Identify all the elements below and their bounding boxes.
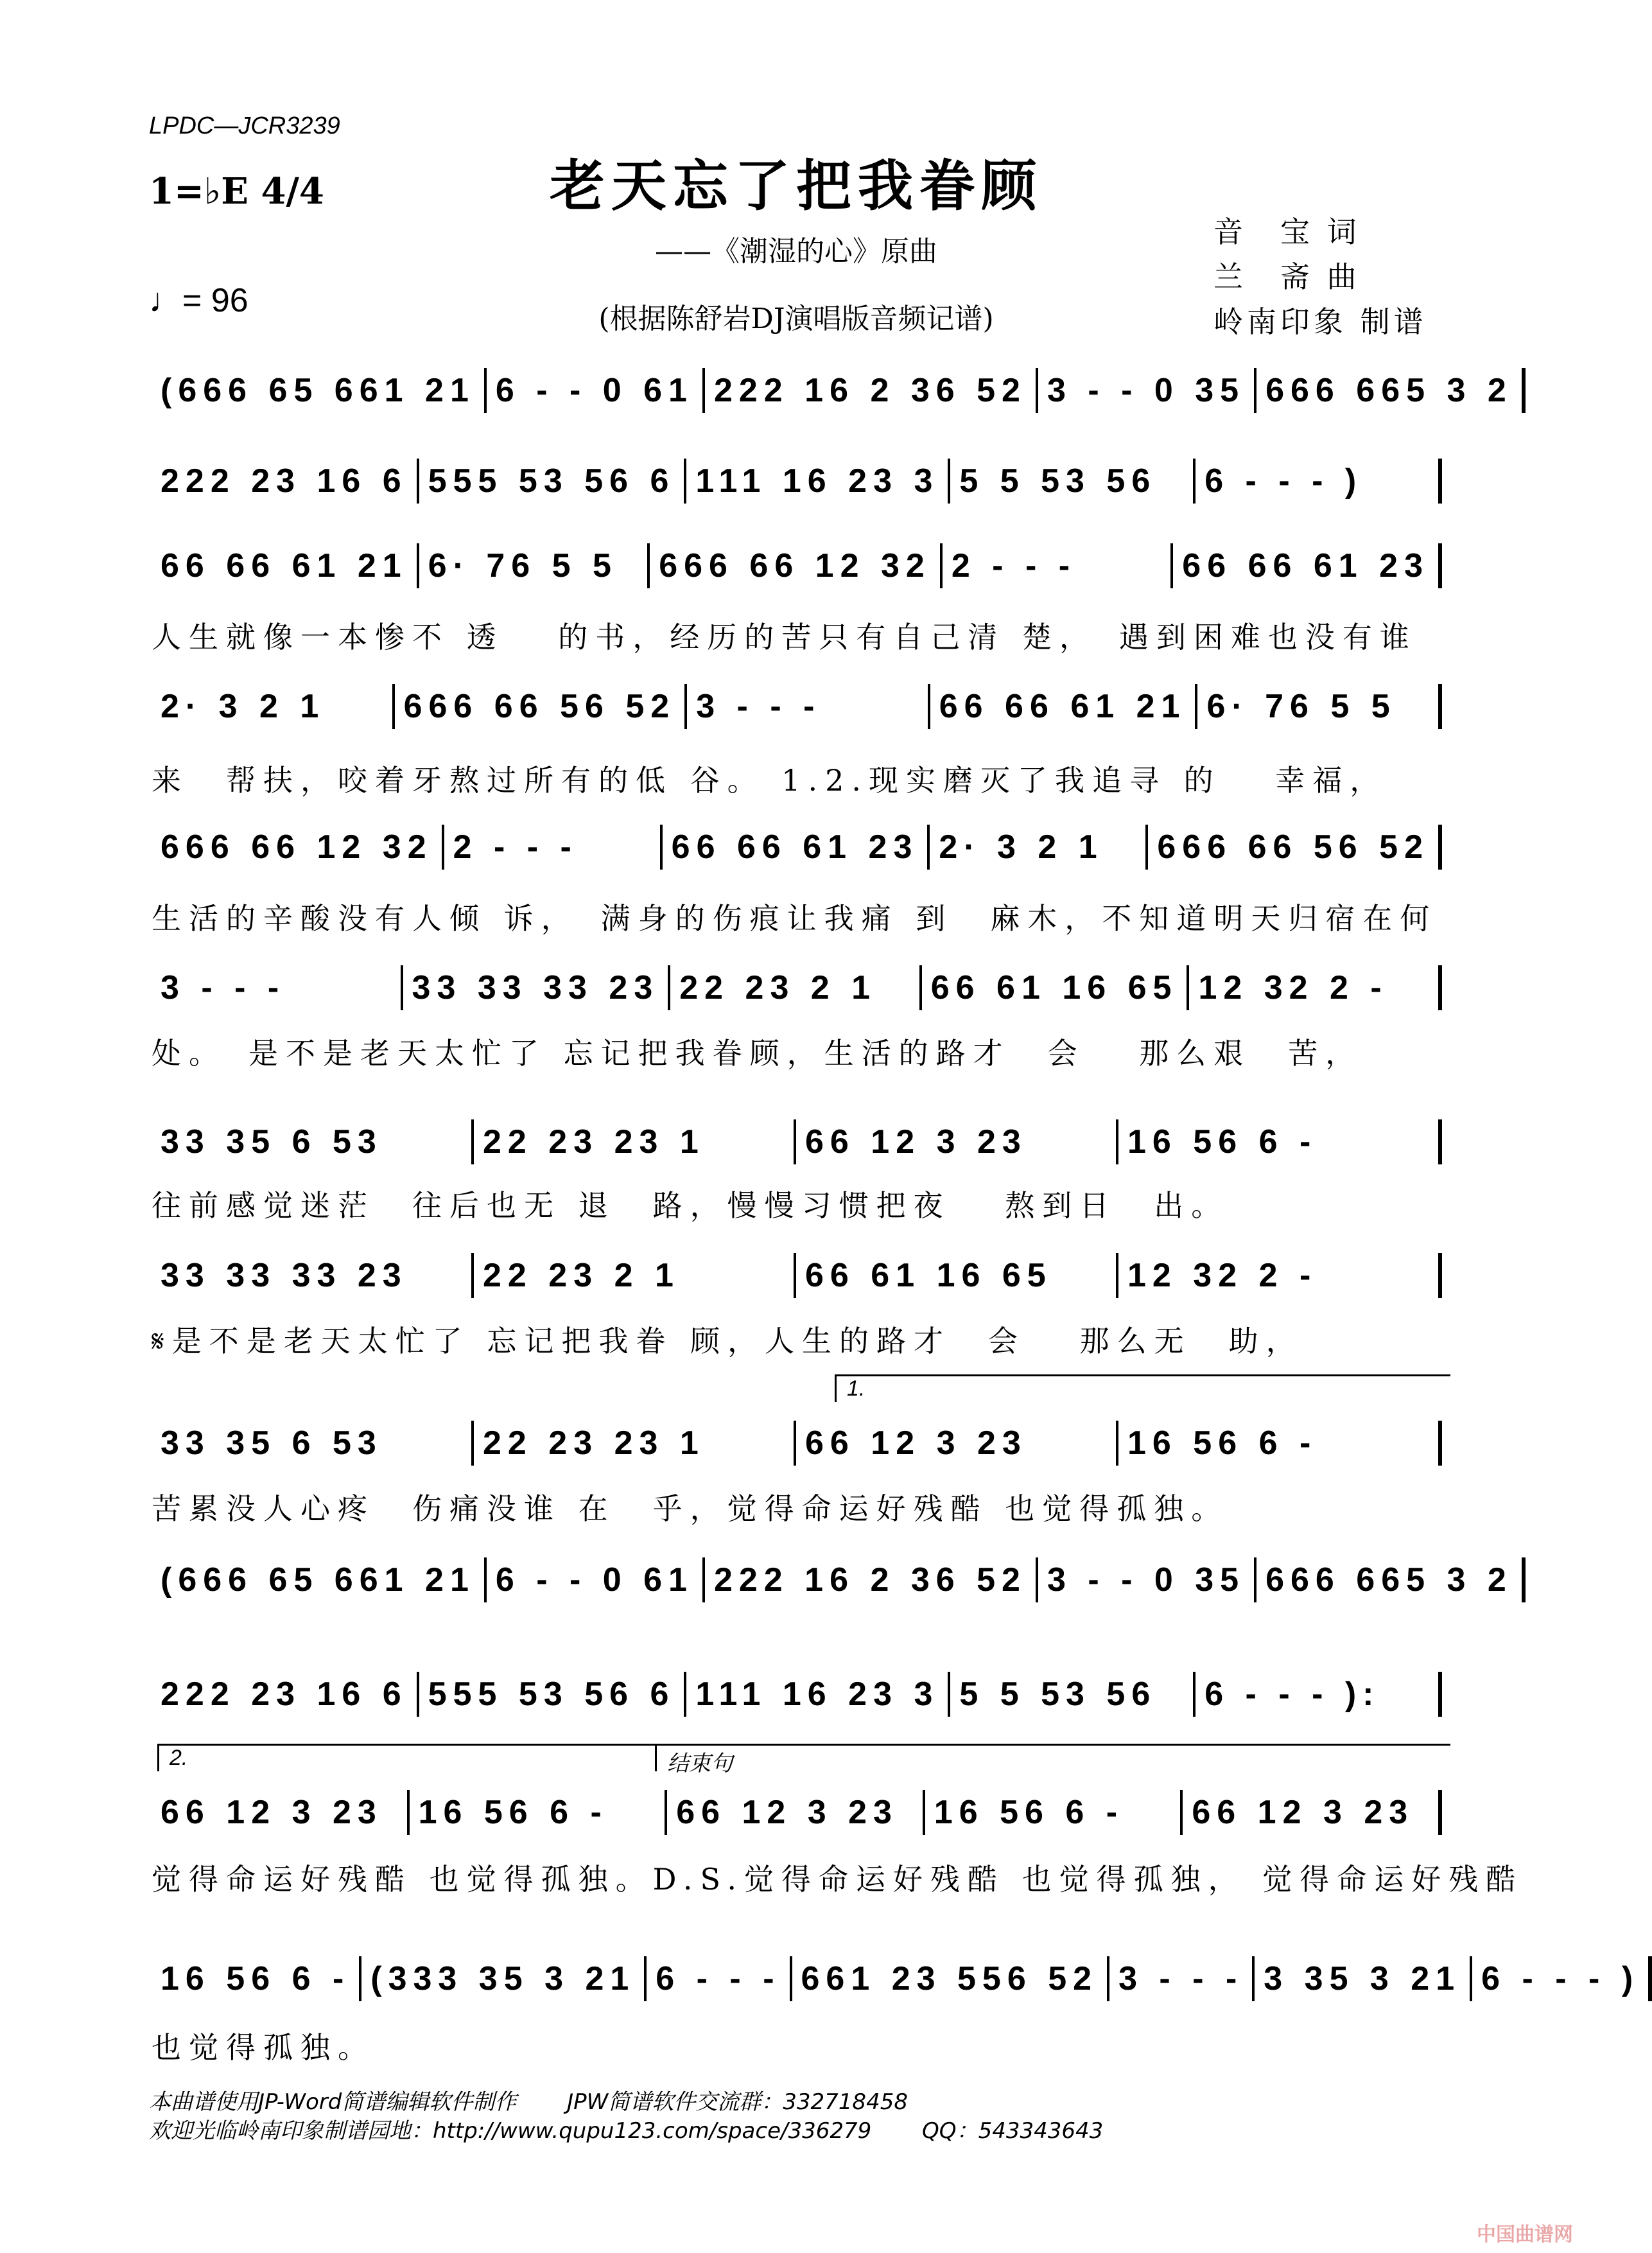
notation-line [152, 543, 1442, 588]
measure: 33 33 33 23 [403, 965, 671, 1010]
measure: 12 32 2 - [1189, 965, 1442, 1010]
tempo-mark: ♩= 96 [149, 282, 248, 319]
measure: (666 65 661 21 [152, 1557, 487, 1602]
measure: 33 35 6 53 [152, 1421, 474, 1466]
lyrics-line: 来 帮扶，咬着牙熬过所有的低 谷。 1.2.现实磨灭了我追寻 的 幸福， [152, 763, 1387, 798]
measure: 3 35 3 21 [1255, 1956, 1472, 2001]
lyrics-line: 人生就像一本惨不 透 的书，经历的苦只有自己清 楚， 遇到困难也没有谁 [152, 620, 1417, 654]
measure: 66 66 61 21 [930, 684, 1198, 729]
measure: 6 - - 0 61 [487, 368, 705, 413]
measure: 6· 76 5 5 [419, 543, 650, 588]
notation-line [152, 368, 1513, 413]
measure: 66 66 61 23 [663, 825, 930, 870]
measure: 666 66 12 32 [650, 543, 943, 588]
footer-software: 本曲谱使用JP-Word简谱编辑软件制作 JPW简谱软件交流群：332718458 [149, 2089, 908, 2115]
measure: 3 - - - [1109, 1956, 1255, 2001]
lyricist-credit: 音 宝 词 [1213, 215, 1361, 249]
score-code: LPDC—JCR3239 [149, 112, 340, 139]
measure: 12 32 2 - [1118, 1253, 1442, 1298]
measure: 16 56 6 - [152, 1956, 361, 2001]
ending-phrase-label: 结束句 [655, 1744, 1450, 1771]
key-signature: 1=♭E 4/4 [149, 170, 324, 213]
watermark-logo: 中国曲谱网 [1477, 2223, 1573, 2246]
measure: 6 - - - [647, 1956, 792, 2001]
notation-line [152, 1672, 1442, 1717]
measure: 666 66 56 52 [395, 684, 688, 729]
measure: 6 - - - ) [1472, 1956, 1652, 2001]
measure: 222 23 16 6 [152, 459, 419, 504]
lyrics-line: 也觉得孤独。 [152, 2030, 375, 2065]
measure: 66 12 3 23 [1183, 1790, 1442, 1835]
notation-line [152, 684, 1442, 729]
measure: 66 66 61 21 [152, 543, 419, 588]
measure: 666 665 3 2 [1256, 368, 1526, 413]
measure: 66 12 3 23 [796, 1119, 1118, 1164]
measure: 666 66 12 32 [152, 825, 444, 870]
notation-line [152, 965, 1442, 1010]
measure: 2 - - - [943, 543, 1173, 588]
measure: 2 - - - [444, 825, 663, 870]
measure: 222 16 2 36 52 [705, 368, 1038, 413]
measure: 33 33 33 23 [152, 1253, 474, 1298]
footer-site: 欢迎光临岭南印象制谱园地：http://www.qupu123.com/space/336279 QQ：543343643 [149, 2118, 1104, 2144]
lyrics-line: 往前感觉迷茫 往后也无 退 路，慢慢习惯把夜 熬到日 出。 [152, 1188, 1229, 1223]
measure: 16 56 6 - [1118, 1421, 1442, 1466]
lyrics-line: 𝄋是不是老天太忙了 忘记把我眷 顾，人生的路才 会 那么无 助， [152, 1324, 1303, 1358]
measure: 5 5 53 56 [950, 1672, 1196, 1717]
arranger-credit: 岭南印象 制谱 [1213, 304, 1427, 339]
notation-line [152, 1956, 1640, 2001]
notation-line [152, 459, 1442, 504]
notation-line [152, 1557, 1513, 1602]
transcription-note: (根据陈舒岩DJ演唱版音频记谱) [598, 302, 994, 335]
song-title: 老天忘了把我眷顾 [550, 153, 1043, 218]
measure: 16 56 6 - [410, 1790, 668, 1835]
composer-credit: 兰 斋 曲 [1213, 259, 1361, 294]
measure: 111 16 23 3 [686, 1672, 950, 1717]
lyrics-line: 处。 是不是老天太忙了 忘记把我眷顾，生活的路才 会 那么艰 苦， [152, 1036, 1363, 1071]
measure: 16 56 6 - [1118, 1119, 1442, 1164]
measure: 2· 3 2 1 [152, 684, 395, 729]
measure: 3 - - 0 35 [1038, 1557, 1256, 1602]
measure: 5 5 53 56 [950, 459, 1196, 504]
measure: 2· 3 2 1 [930, 825, 1148, 870]
measure: 22 23 2 1 [670, 965, 922, 1010]
lyrics-line: 觉得命运好残酷 也觉得孤独。D.S.觉得命运好残酷 也觉得孤独， 觉得命运好残酷 [152, 1862, 1524, 1897]
measure: 3 - - 0 35 [1038, 368, 1256, 413]
lyrics-line: 苦累没人心疼 伤痛没谁 在 乎，觉得命运好残酷 也觉得孤独。 [152, 1491, 1229, 1526]
lyrics-line: 生活的辛酸没有人倾 诉， 满身的伤痕让我痛 到 麻木，不知道明天归宿在何 [152, 901, 1438, 936]
measure: 661 23 556 52 [792, 1956, 1110, 2001]
measure: 555 53 56 6 [419, 459, 687, 504]
measure: 16 56 6 - [925, 1790, 1183, 1835]
measure: 6 - - - ) [1196, 459, 1442, 504]
measure: 22 23 23 1 [474, 1421, 796, 1466]
measure: 666 66 56 52 [1148, 825, 1442, 870]
measure: 6 - - - ): [1196, 1672, 1442, 1717]
notation-line [152, 1790, 1442, 1835]
measure: 222 23 16 6 [152, 1672, 419, 1717]
measure: (333 35 3 21 [361, 1956, 647, 2001]
measure: 66 61 16 65 [796, 1253, 1118, 1298]
measure: 22 23 23 1 [474, 1119, 796, 1164]
measure: 6 - - 0 61 [487, 1557, 705, 1602]
measure: 111 16 23 3 [686, 459, 950, 504]
measure: 666 665 3 2 [1256, 1557, 1526, 1602]
volta-first: 1. [835, 1374, 1450, 1402]
measure: 66 12 3 23 [796, 1421, 1118, 1466]
notation-line [152, 825, 1442, 870]
measure: 3 - - - [687, 684, 930, 729]
measure: (666 65 661 21 [152, 368, 487, 413]
measure: 222 16 2 36 52 [705, 1557, 1038, 1602]
measure: 66 12 3 23 [152, 1790, 410, 1835]
volta-second: 2. [157, 1744, 657, 1771]
measure: 22 23 2 1 [474, 1253, 796, 1298]
measure: 3 - - - [152, 965, 403, 1010]
notation-line [152, 1421, 1442, 1466]
notation-line [152, 1253, 1442, 1298]
subtitle: ——《潮湿的心》原曲 [655, 235, 937, 268]
notation-line [152, 1119, 1442, 1164]
measure: 555 53 56 6 [419, 1672, 687, 1717]
measure: 33 35 6 53 [152, 1119, 474, 1164]
measure: 6· 76 5 5 [1197, 684, 1442, 729]
measure: 66 12 3 23 [667, 1790, 925, 1835]
measure: 66 66 61 23 [1173, 543, 1442, 588]
measure: 66 61 16 65 [922, 965, 1190, 1010]
